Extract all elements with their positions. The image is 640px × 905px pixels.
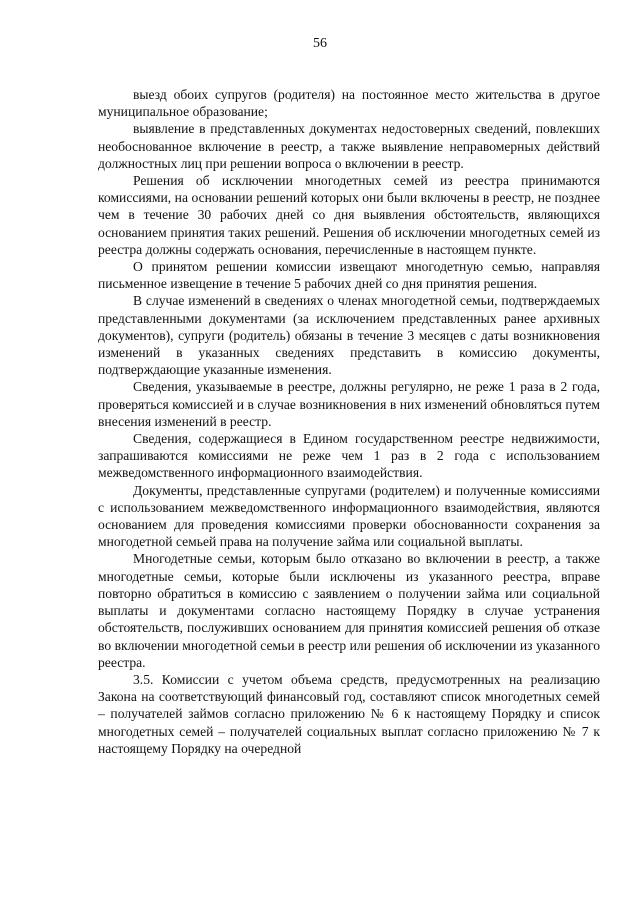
paragraph: Решения об исключении многодетных семей из реестра принимаются комиссиями, на основании решений которых они были включены в реестр, не позднее чем в течение 30 рабочих дней со дня выявления обстоятельств, являющихся основанием принятия таких решений. Решения об исключении многодетных семей из реестра должны содержать основания, перечисленные в настоящем пункте.: [98, 173, 600, 257]
page-number: 56: [313, 36, 327, 51]
body-text: [98, 86, 600, 757]
paragraph: Сведения, указываемые в реестре, должны регулярно, не реже 1 раза в 2 года, проверяться комиссией и в случае возникновения в них изменений обновляться путем внесения изменений в реестр.: [98, 379, 600, 429]
paragraph: Документы, представленные супругами (родителем) и полученные комиссиями с использованием межведомственного информационного взаимодействия, являются основанием для проведения комиссиями проверки обоснованности сохранения за многодетной семьей права на получение займа или социальной выплаты.: [98, 482, 600, 550]
paragraph: 3.5. Комиссии с учетом объема средств, предусмотренных на реализацию Закона на соответствующий финансовый год, составляют список многодетных семей – получателей займов согласно приложению № 6 к настоящему Порядку и список многодетных семей – получателей социальных выплат согласно приложению № 7 к настоящему Порядку на очередной: [98, 671, 600, 756]
paragraph: Сведения, содержащиеся в Едином государственном реестре недвижимости, запрашиваются комиссиями не реже чем 1 раз в 2 года с использованием межведомственного информационного взаимодействия.: [98, 431, 600, 481]
paragraph: выезд обоих супругов (родителя) на постоянное место жительства в другое муниципальное образование;: [98, 87, 600, 120]
paragraph: выявление в представленных документах недостоверных сведений, повлекших необоснованное включение в реестр, а также выявление неправомерных действий должностных лиц при решении вопроса о включении в реестр.: [98, 121, 600, 171]
paragraph: О принятом решении комиссии извещают многодетную семью, направляя письменное извещение в течение 5 рабочих дней со дня принятия решения.: [98, 259, 600, 292]
paragraph: Многодетные семьи, которым было отказано во включении в реестр, а также многодетные семьи, которые были исключены из указанного реестра, вправе повторно обратиться в комиссию с заявлением о получении займа или социальной выплаты и документами согласно настоящему Порядку в случае устранения обстоятельств, послуживших основанием для принятия комиссией решения об отказе во включении многодетной семьи в реестр или решения об исключении из указанного реестра.: [98, 551, 600, 670]
paragraph: В случае изменений в сведениях о членах многодетной семьи, подтверждаемых представленными документами (за исключением представленных ранее архивных документов), супруги (родитель) обязаны в течение 3 месяцев с даты возникновения изменений в указанных сведениях представить в комиссию документы, подтверждающие указанные изменения.: [98, 293, 600, 378]
